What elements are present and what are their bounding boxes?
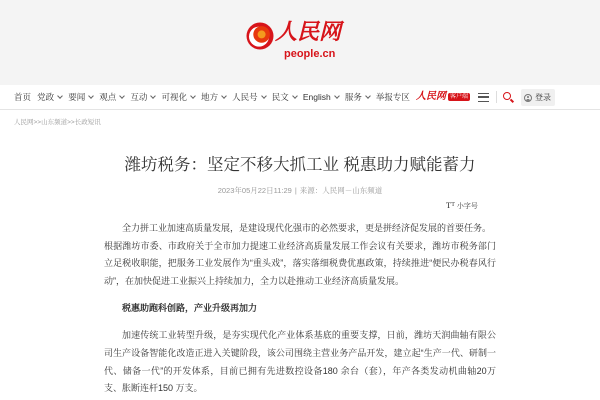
meta-separator: | <box>294 186 297 195</box>
chevron-down-icon <box>292 93 298 99</box>
chevron-down-icon <box>119 93 125 99</box>
nav-item-label: 举报专区 <box>375 92 410 102</box>
source-link[interactable]: 人民网－山东频道 <box>322 186 383 195</box>
article-subheading: 税惠助跑科创路，产业升级再加力 <box>122 303 258 314</box>
nav-item-party-government[interactable] <box>37 91 62 103</box>
nav-item-home[interactable] <box>14 91 31 103</box>
people-emblem-icon <box>246 22 274 50</box>
nav-item-services[interactable] <box>345 91 370 103</box>
font-size-icon <box>446 201 455 210</box>
article-meta <box>104 185 496 196</box>
nav-divider <box>496 91 497 103</box>
breadcrumb-item-home[interactable]: 人民网 <box>14 119 34 126</box>
app-download-logo[interactable] <box>416 90 470 104</box>
nav-item-label: 首页 <box>14 92 32 102</box>
nav-item-label: 可视化 <box>161 92 187 102</box>
nav-item-renminhao[interactable] <box>232 91 266 103</box>
nav-item-opinion[interactable] <box>99 91 124 103</box>
nav-item-label: English <box>302 92 331 102</box>
nav-item-label: 互动 <box>130 92 148 102</box>
nav-item-label: 观点 <box>99 92 117 102</box>
nav-item-label: 要闻 <box>68 92 86 102</box>
chevron-down-icon <box>365 93 371 99</box>
nav-item-label: 服务 <box>344 92 362 102</box>
source-label: 来源： <box>299 186 323 195</box>
nav-item-interaction[interactable] <box>130 91 155 103</box>
nav-item-english[interactable] <box>303 92 339 102</box>
app-badge: 客户端 <box>450 94 469 100</box>
header-band <box>0 0 600 85</box>
nav-item-label: 地方 <box>201 92 219 102</box>
article-title: 潍坊税务：坚定不移大抓工业 税惠助力赋能蓄力 <box>124 156 476 174</box>
article-body <box>104 220 496 400</box>
search-icon[interactable] <box>502 91 514 103</box>
breadcrumb-separator: >> <box>33 119 42 126</box>
nav-item-report-zone[interactable] <box>376 91 410 103</box>
article-paragraph: 加速传统工业转型升级，是夯实现代化产业体系基底的重要支撑，日前，潍坊天润曲轴有限公司生产设备智能化改造正进入关键阶段，该公司围绕主营业务产品开发，建立起“生产一代、研制一代、储备一代”的开发体系，目前已拥有先进数控设备180 余台（套），年产各类发动机曲轴20万支、胀断连杆150 万支。 <box>104 330 496 394</box>
chevron-down-icon <box>88 93 94 99</box>
nav-item-label: 党政 <box>37 92 55 102</box>
chevron-down-icon <box>221 93 227 99</box>
breadcrumb-item-channel[interactable]: 山东频道 <box>41 119 68 126</box>
breadcrumb <box>14 118 101 127</box>
app-logo-wordmark: 人民网 <box>416 91 446 102</box>
site-logo[interactable] <box>246 17 354 63</box>
nav-item-news[interactable] <box>68 91 93 103</box>
user-icon <box>524 94 532 102</box>
chevron-down-icon <box>190 93 196 99</box>
paragraph-segment: 根据潍坊市委、市政府关于全市加力提速工业经济高质量发展工作会议有关要求，潍坊市税务部门立足税收职能，把服务工业发展作为“重头戏”，落实落细税费优惠政策，持续推进“便民办税春风行动”，在加快促进工业振兴上持续加力，全力以赴推动工业经济高质量发展。 <box>104 240 496 287</box>
font-size-toggle[interactable] <box>446 200 478 211</box>
nav-item-ethnic-languages[interactable] <box>272 91 297 103</box>
paragraph-segment: 全力拼工业加速高质量发展，是建设现代化强市的必然要求，更是拼经济促发展的首要任务。 <box>122 223 492 233</box>
chevron-down-icon <box>261 93 267 99</box>
breadcrumb-item-column[interactable]: 长政短讯 <box>74 119 101 126</box>
breadcrumb-separator: >> <box>67 119 75 126</box>
nav-item-label: 人民号 <box>232 92 258 102</box>
logo-wordmark: 人民网 <box>275 19 342 45</box>
nav-item-local[interactable] <box>201 91 226 103</box>
chevron-down-icon <box>57 93 63 99</box>
login-label: 登录 <box>535 92 551 102</box>
nav-item-label: 民文 <box>271 92 289 102</box>
article-paragraph <box>104 220 496 291</box>
font-size-toggle-label: 小字号 <box>456 202 478 210</box>
login-button[interactable] <box>521 89 555 106</box>
logo-domain: people.cn <box>284 48 336 60</box>
nav-bar <box>0 85 600 110</box>
chevron-down-icon <box>151 93 157 99</box>
main-nav <box>14 85 410 109</box>
publish-date: 2023年05月22日11:29 <box>217 186 292 195</box>
nav-item-visualization[interactable] <box>161 91 195 103</box>
chevron-down-icon <box>334 93 340 99</box>
hamburger-menu-icon[interactable] <box>478 93 489 102</box>
